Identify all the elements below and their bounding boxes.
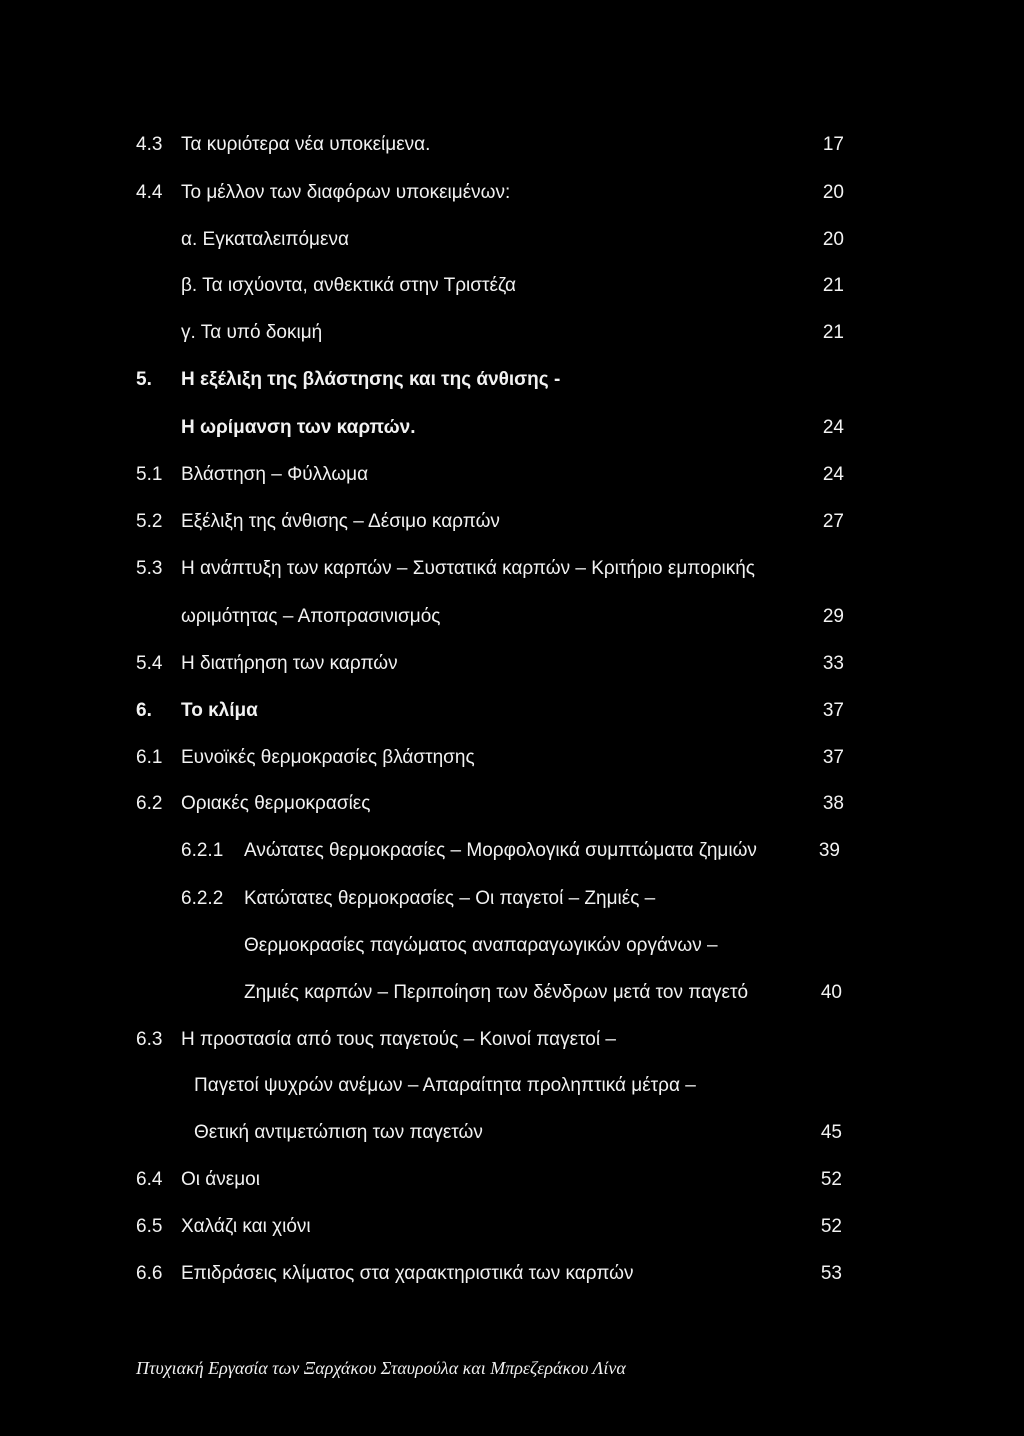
toc-entry-number: 6.5: [136, 1216, 163, 1237]
toc-entry-title: Κατώτατες θερμοκρασίες – Οι παγετοί – Ζημιές –: [244, 888, 656, 909]
toc-entry-page: 37: [822, 700, 844, 721]
toc-entry-number: 5.: [136, 369, 152, 390]
toc-entry-page: 38: [822, 793, 844, 814]
toc-entry-title: Χαλάζι και χιόνι: [181, 1216, 311, 1237]
toc-entry-number: 4.3: [136, 134, 163, 155]
toc-entry: [0, 225, 1024, 255]
toc-entry: [0, 178, 1024, 208]
toc-entry-title: Ευνοϊκές θερμοκρασίες βλάστησης: [181, 747, 475, 768]
toc-entry: [0, 318, 1024, 348]
toc-chapter: [0, 696, 1024, 726]
toc-entry-page: 29: [822, 606, 844, 627]
toc-entry-title: Ζημιές καρπών – Περιποίηση των δένδρων μετά τον παγετό: [244, 982, 749, 1003]
toc-entry-title: Θετική αντιμετώπιση των παγετών: [194, 1122, 483, 1143]
toc-entry-page: 21: [822, 322, 844, 343]
toc-entry-title: Ανώτατες θερμοκρασίες – Μορφολογικά συμπτώματα ζημιών: [244, 840, 757, 861]
toc-entry: [0, 554, 1024, 584]
toc-entry-page: 52: [820, 1216, 842, 1237]
toc-entry-title: β. Τα ισχύοντα, ανθεκτικά στην Τριστέζα: [181, 275, 517, 296]
toc-entry: [0, 1071, 1024, 1101]
toc-entry-page: 24: [822, 464, 844, 485]
toc-entry-title: γ. Τα υπό δοκιμή: [181, 322, 323, 343]
toc-entry: [0, 884, 1024, 914]
toc-entry-number: 5.3: [136, 558, 163, 579]
toc-entry-title: Τα κυριότερα νέα υποκείμενα.: [181, 134, 431, 155]
toc-entry: [0, 789, 1024, 819]
toc-entry-page: 27: [822, 511, 844, 532]
toc-entry: [0, 460, 1024, 490]
toc-entry: [0, 602, 1024, 632]
toc-entry-page: 52: [820, 1169, 842, 1190]
toc-entry-title: Η ανάπτυξη των καρπών – Συστατικά καρπών – Κριτήριο εμπορικής: [181, 558, 755, 579]
toc-entry: [0, 836, 1024, 866]
toc-entry-number: 5.4: [136, 653, 163, 674]
toc-entry-title: α. Εγκαταλειπόμενα: [181, 229, 349, 250]
toc-chapter: [0, 413, 1024, 443]
toc-entry: [0, 1118, 1024, 1148]
toc-entry-page: 45: [820, 1122, 842, 1143]
toc-entry-number: 5.2: [136, 511, 163, 532]
toc-entry: [0, 978, 1024, 1008]
toc-entry-page: 20: [822, 229, 844, 250]
toc-entry: [0, 1165, 1024, 1195]
toc-entry: [0, 1259, 1024, 1289]
toc-entry-number: 5.1: [136, 464, 163, 485]
toc-entry-page: 39: [818, 840, 840, 861]
toc-entry-number: 6.2.2: [181, 888, 224, 909]
toc-entry-number: 6.2: [136, 793, 163, 814]
toc-entry-title: Η διατήρηση των καρπών: [181, 653, 398, 674]
toc-entry: [0, 271, 1024, 301]
toc-entry-title: Η προστασία από τους παγετούς – Κοινοί παγετοί –: [181, 1029, 616, 1050]
toc-entry: [0, 931, 1024, 961]
toc-entry-title: Επιδράσεις κλίματος στα χαρακτηριστικά των καρπών: [181, 1263, 634, 1284]
toc-entry-page: 24: [822, 417, 844, 438]
toc-entry: [0, 743, 1024, 773]
toc-entry-title: Οι άνεμοι: [181, 1169, 260, 1190]
toc-entry-page: 53: [820, 1263, 842, 1284]
toc-entry: [0, 130, 1024, 160]
toc-entry-title: Το μέλλον των διαφόρων υποκειμένων:: [181, 182, 511, 203]
toc-entry-number: 6.6: [136, 1263, 163, 1284]
toc-entry: [0, 1025, 1024, 1055]
toc-chapter: [0, 365, 1024, 395]
toc-entry-page: 37: [822, 747, 844, 768]
toc-entry-page: 17: [822, 134, 844, 155]
page-footer: Πτυχιακή Εργασία των Ξαρχάκου Σταυρούλα και Μπρεζεράκου Λίνα: [136, 1358, 626, 1378]
toc-entry: [0, 507, 1024, 537]
toc-entry-title: Η ωρίμανση των καρπών.: [181, 417, 416, 438]
toc-entry-number: 6.4: [136, 1169, 163, 1190]
toc-entry-page: 33: [822, 653, 844, 674]
toc-entry-number: 6.2.1: [181, 840, 224, 861]
toc-entry-number: 6.: [136, 700, 152, 721]
toc-entry-title: Βλάστηση – Φύλλωμα: [181, 464, 369, 485]
toc-entry-title: ωριμότητας – Αποπρασινισμός: [181, 606, 441, 627]
toc-entry-title: Οριακές θερμοκρασίες: [181, 793, 371, 814]
toc-entry: [0, 649, 1024, 679]
toc-entry-number: 4.4: [136, 182, 163, 203]
toc-entry-title: Η εξέλιξη της βλάστησης και της άνθισης -: [181, 369, 561, 390]
toc-entry-number: 6.1: [136, 747, 163, 768]
toc-entry-page: 40: [820, 982, 842, 1003]
toc-entry-title: Παγετοί ψυχρών ανέμων – Απαραίτητα προληπτικά μέτρα –: [194, 1075, 696, 1096]
toc-entry-page: 20: [822, 182, 844, 203]
toc-entry: [0, 1212, 1024, 1242]
toc-entry-title: Θερμοκρασίες παγώματος αναπαραγωγικών οργάνων –: [244, 935, 718, 956]
toc-entry-number: 6.3: [136, 1029, 163, 1050]
toc-entry-page: 21: [822, 275, 844, 296]
toc-entry-title: Εξέλιξη της άνθισης – Δέσιμο καρπών: [181, 511, 500, 532]
toc-entry-title: Το κλίμα: [181, 700, 258, 721]
